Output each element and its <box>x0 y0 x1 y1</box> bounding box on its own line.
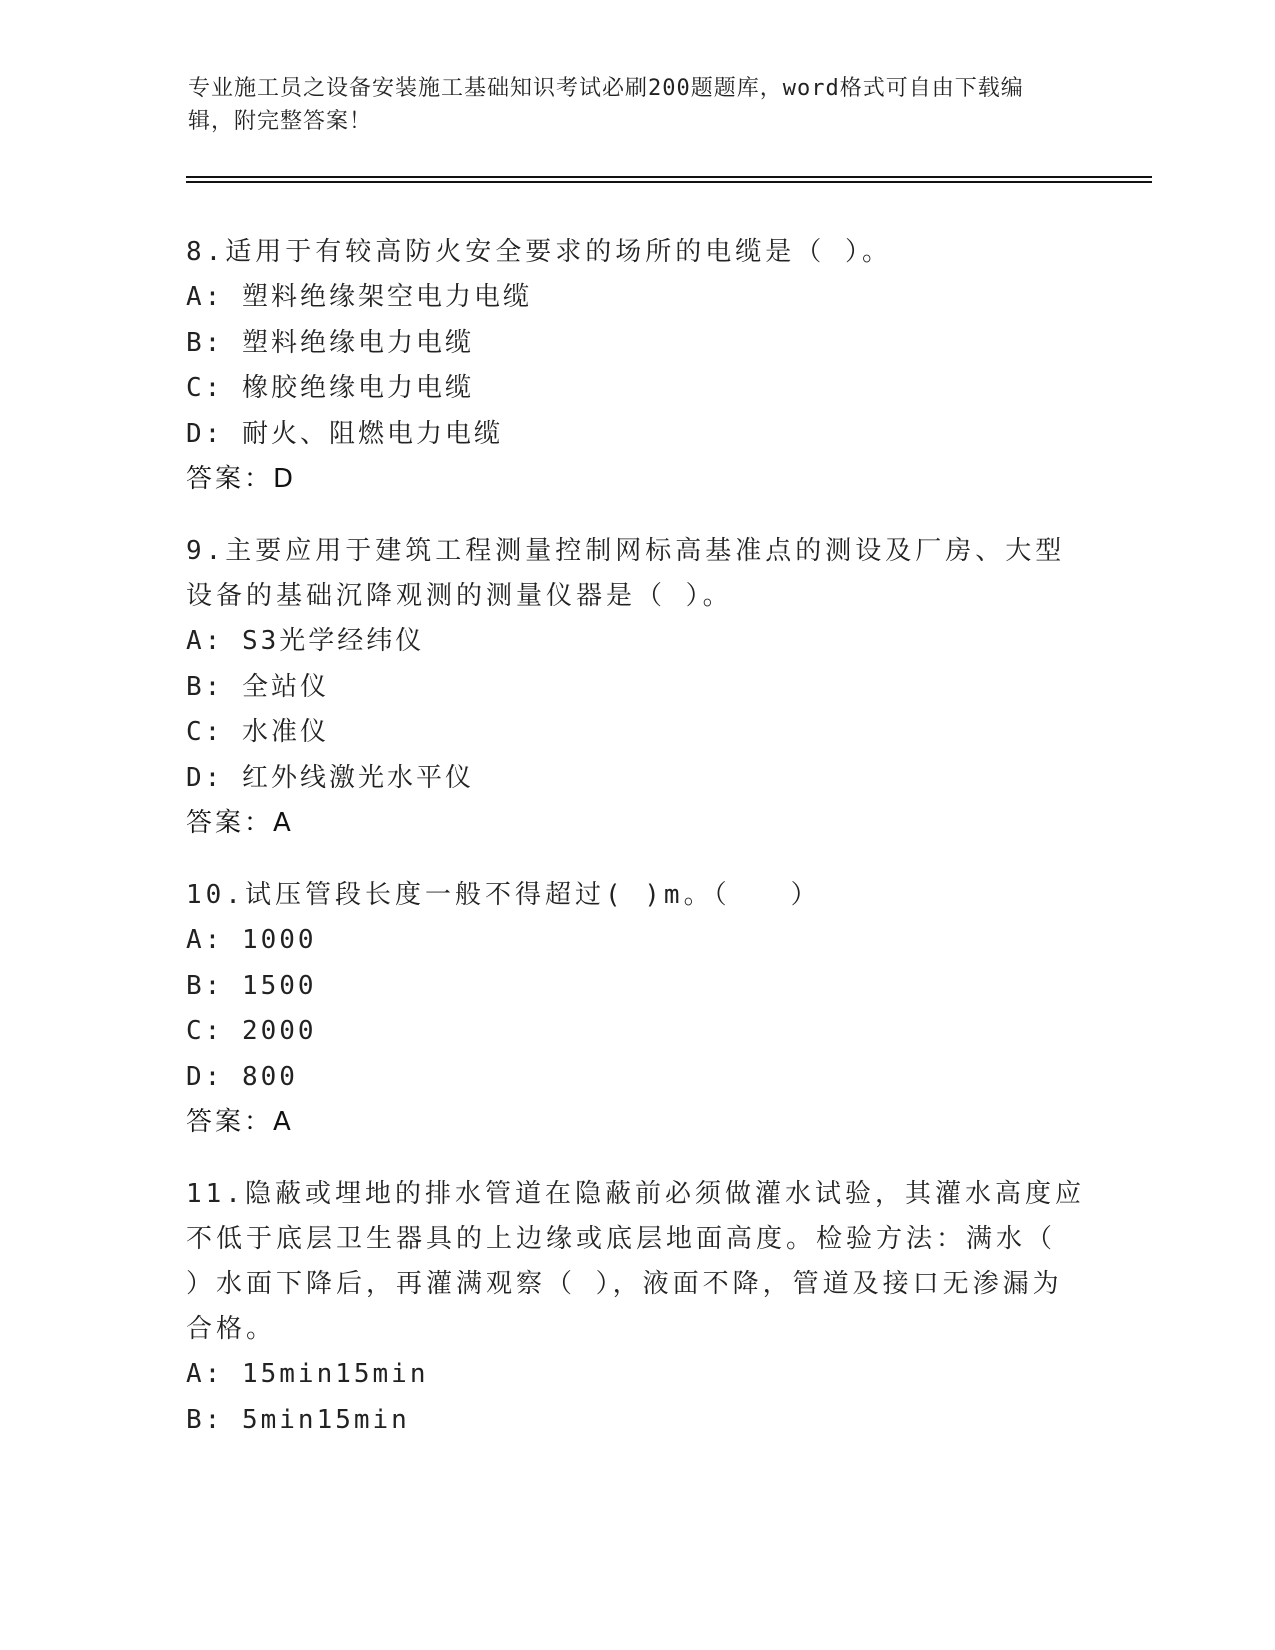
question-text: 8.适用于有较高防火安全要求的场所的电缆是（ ）。 <box>186 237 892 267</box>
option-c: C: 橡胶绝缘电力电缆 <box>186 373 474 403</box>
question-text: 11.隐蔽或埋地的排水管道在隐蔽前必须做灌水试验，其灌水高度应不低于底层卫生器具的上边缘或底层地面高度。检验方法：满水（ ）水面下降后，再灌满观察（ ），液面不降，管道及接口无渗漏为合格。 <box>186 1179 1085 1344</box>
question-9 <box>186 529 1086 846</box>
answer: 答案：A <box>186 1107 294 1137</box>
option-a: A: 1000 <box>186 925 317 955</box>
answer: 答案：D <box>186 464 297 494</box>
option-c: C: 水准仪 <box>186 717 329 747</box>
option-b: B: 全站仪 <box>186 671 329 702</box>
option-b: B: 1500 <box>186 970 317 1001</box>
question-11 <box>186 1172 1086 1443</box>
option-d: D: 耐火、阻燃电力电缆 <box>186 418 503 449</box>
document-header: 专业施工员之设备安装施工基础知识考试必刷200题题库，word格式可自由下载编辑，附完整答案！ <box>188 76 1024 134</box>
option-a: A: 15min15min <box>186 1359 429 1389</box>
question-8 <box>186 230 1086 502</box>
answer: 答案：A <box>186 808 294 838</box>
option-c: C: 2000 <box>186 1016 317 1046</box>
option-a: A: S3光学经纬仪 <box>186 626 425 656</box>
option-a: A: 塑料绝缘架空电力电缆 <box>186 282 532 312</box>
question-list <box>186 230 1086 1470</box>
option-d: D: 800 <box>186 1061 298 1092</box>
option-d: D: 红外线激光水平仪 <box>186 762 474 793</box>
question-10 <box>186 873 1086 1145</box>
option-b: B: 塑料绝缘电力电缆 <box>186 327 474 358</box>
question-text: 9.主要应用于建筑工程测量控制网标高基准点的测设及厂房、大型设备的基础沉降观测的测量仪器是（ ）。 <box>186 536 1066 611</box>
header-divider-top <box>186 176 1152 178</box>
question-text: 10.试压管段长度一般不得超过( )m。（ ） <box>186 880 821 910</box>
header-divider-bottom <box>186 181 1152 183</box>
option-b: B: 5min15min <box>186 1404 410 1435</box>
